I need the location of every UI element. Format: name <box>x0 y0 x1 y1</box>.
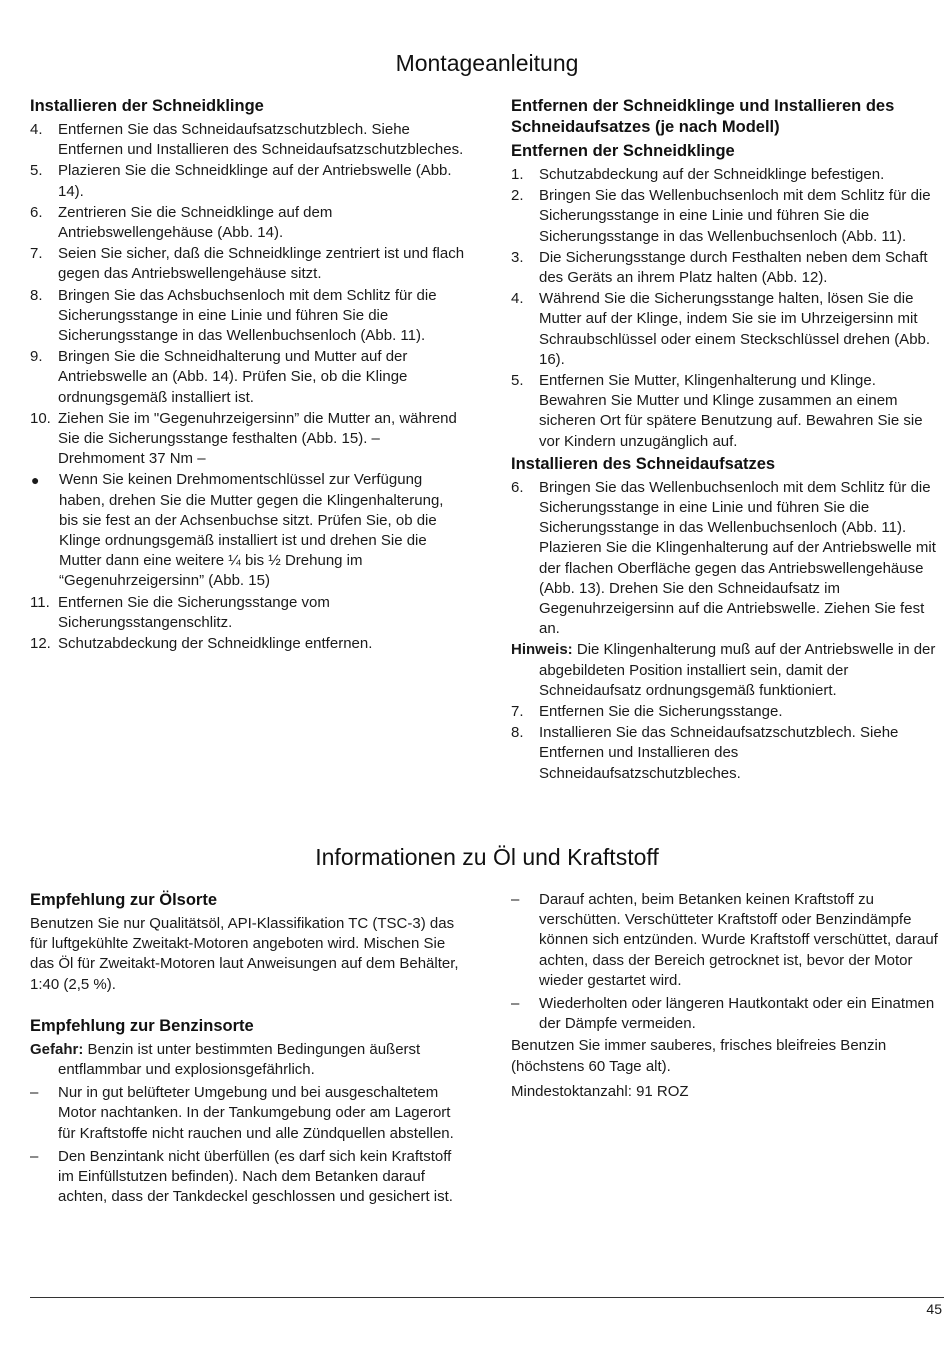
footer-rule <box>30 1297 944 1298</box>
install-attachment-heading: Installieren des Schneidaufsatzes <box>511 454 776 473</box>
list-item: – Den Benzintank nicht überfüllen (es darf sich kein Kraftstoff im Einfüllstutzen befinden). Nach dem Betanken darauf achten, dass der Tankdeckel geschlossen und gesichert ist. <box>30 1147 453 1206</box>
oil-section <box>30 890 466 1208</box>
danger-label: Gefahr: <box>30 1040 84 1058</box>
list-item: 2. Bringen Sie das Wellenbuchsenloch mit dem Schlitz für die Sicherungsstange in eine Linie und führen Sie die Sicherungsstange in das Wellenbuchsenloch (Abb. 11). <box>511 187 931 245</box>
list-item: 5. Entfernen Sie Mutter, Klingenhalterung und Klinge. Bewahren Sie Mutter und Klinge zusammen an einem sicheren Ort für spätere Benutzung auf. Bewahren Sie sie vor Kindern unzugänglich auf. <box>511 372 923 450</box>
list-item: 6. Bringen Sie das Wellenbuchsenloch mit dem Schlitz für die Sicherungsstange in eine Linie und führen Sie die Sicherungsstange in das Wellenbuchsenloch (Abb. 11). Plazieren Sie die Klingenhalterung auf der Antriebswelle mit der flachen Oberfläche gegen das Antriebswellengehäuse (Abb. 13). Drehen Sie den Schneidaufsatz im Gegenuhrzeigersinn auf die Antriebswelle. Ziehen Sie fest an. <box>511 478 936 638</box>
remove-blade-list <box>511 165 943 452</box>
list-item: 4. Entfernen Sie das Schneidaufsatzschutzblech. Siehe Entfernen und Installieren des Schneidaufsatzschutzbleches. <box>30 121 464 159</box>
list-item: – Nur in gut belüfteter Umgebung und bei ausgeschaltetem Motor nachtanken. In der Tankumgebung oder am Lagerort für Kraftstoffe nicht rauchen und alle Zündquellen abstellen. <box>30 1084 454 1142</box>
list-item: 5. Plazieren Sie die Schneidklinge auf der Antriebswelle (Abb. 14). <box>30 162 452 200</box>
remove-blade-subheading: Entfernen der Schneidklinge <box>511 142 735 160</box>
page-number: 45 <box>926 1301 942 1317</box>
list-item: 7. Seien Sie sicher, daß die Schneidklinge zentriert ist und flach gegen das Antriebswellengehäuse sitzt. <box>30 245 465 283</box>
danger-paragraph <box>30 1040 466 1080</box>
list-item: 4. Während Sie die Sicherungsstange halten, lösen Sie die Mutter auf der Klinge, indem Sie sie im Uhrzeigersinn mit Schraubschlüssel oder einem Steckschlüssel drehen (Abb. 16). <box>511 290 931 368</box>
install-blade-section <box>30 96 466 655</box>
remove-blade-section <box>511 96 943 785</box>
list-item: 10. Ziehen Sie im "Gegenuhrzeigersinn” die Mutter an, während Sie die Sicherungsstange festhalten (Abb. 15). – Drehmoment 37 Nm – <box>30 409 457 468</box>
list-item: 12. Schutzabdeckung der Schneidklinge entfernen. <box>30 635 373 653</box>
page-title-oil-fuel: Informationen zu Öl und Kraftstoff <box>315 844 659 870</box>
install-blade-list <box>30 120 466 654</box>
fuel-closing-text: Benutzen Sie immer sauberes, frisches bleifreies Benzin (höchstens 60 Tage alt). <box>511 1037 887 1075</box>
danger-text: Benzin ist unter bestimmten Bedingungen äußerst entflammbar und explosionsgefährlich. <box>58 1040 421 1079</box>
fuel-section-continued <box>511 890 943 1107</box>
list-item: 9. Bringen Sie die Schneidhalterung und Mutter auf der Antriebswelle an (Abb. 14). Prüfen Sie, ob die Klinge ordnungsgemäß installiert ist. <box>30 348 408 406</box>
list-item: 7. Entfernen Sie die Sicherungsstange. <box>511 703 783 721</box>
oil-text: Benutzen Sie nur Qualitätsöl, API-Klassifikation TC (TSC-3) das für luftgekühlte Zweitakt-Motoren angeboten wird. Mischen Sie das Öl für Zweitakt-Motoren laut Anweisungen auf dem Behälter, 1:40 (2,5 %). <box>30 915 459 993</box>
note-paragraph <box>511 640 943 701</box>
list-item: 3. Die Sicherungsstange durch Festhalten neben dem Schaft des Geräts an ihrem Platz halten (Abb. 12). <box>511 248 928 287</box>
list-item: – Wiederholten oder längeren Hautkontakt oder ein Einatmen der Dämpfe vermeiden. <box>511 995 935 1033</box>
list-item: 8. Installieren Sie das Schneidaufsatzschutzblech. Siehe Entfernen und Installieren des Schneidaufsatzschutzbleches. <box>511 724 899 782</box>
list-item: 6. Zentrieren Sie die Schneidklinge auf dem Antriebswellengehäuse (Abb. 14). <box>30 203 333 242</box>
note-label: Hinweis: <box>511 641 573 659</box>
list-item: 11. Entfernen Sie die Sicherungsstange vom Sicherungsstangenschlitz. <box>30 593 330 631</box>
oil-heading: Empfehlung zur Ölsorte <box>30 891 218 909</box>
note-text: Die Klingenhalterung muß auf der Antriebswelle in der abgebildeten Position installiert sein, damit der Schneidaufsatz ordnungsgemäß funktioniert. <box>539 641 936 699</box>
install-blade-heading: Installieren der Schneidklinge <box>30 97 264 115</box>
list-item: 1. Schutzabdeckung auf der Schneidklinge befestigen. <box>511 166 885 183</box>
list-item: 8. Bringen Sie das Achsbuchsenloch mit dem Schlitz für die Sicherungsstange in eine Linie und führen Sie die Sicherungsstange in das Wellenbuchsenloch (Abb. 11). <box>30 286 437 345</box>
page-title-assembly: Montageanleitung <box>395 50 579 76</box>
octane-text: Mindestoktanzahl: 91 ROZ <box>511 1082 689 1100</box>
list-item-bullet: ● Wenn Sie keinen Drehmomentschlüssel zur Verfügung haben, drehen Sie die Mutter gegen die Klingenhalterung, bis sie fest an der Achsenbuchse sitzt. Prüfen Sie, ob die Klinge ordnungsgemäß installiert ist und drehen Sie die Mutter dann eine weitere ¼ bis ½ Drehung im “Gegenuhrzeigersinn” (Abb. 15) <box>31 471 444 590</box>
remove-blade-heading: Entfernen der Schneidklinge und Installieren des Schneidaufsatzes (je nach Modell) <box>511 97 895 136</box>
list-item: – Darauf achten, beim Betanken keinen Kraftstoff zu verschütten. Verschütteter Kraftstoff oder Benzindämpfe können sich entzünden. Wurde Kraftstoff verschüttet, darauf achten, dass der Bereich getrocknet ist, bevor der Motor wieder gestartet wird. <box>511 891 938 989</box>
fuel-heading: Empfehlung zur Benzinsorte <box>30 1016 254 1035</box>
